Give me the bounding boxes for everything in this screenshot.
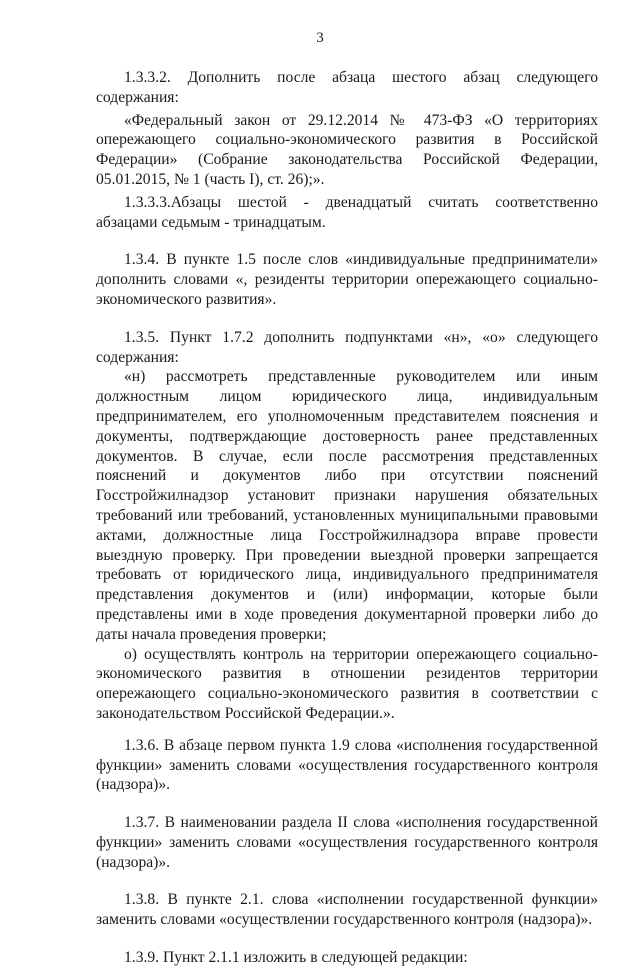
paragraph-1-3-7: 1.3.7. В наименовании раздела II слова «исполнения государственной функции» заменить словами «осуществления государственного контроля (надзора)». — [96, 814, 598, 871]
paragraph-subitem-o: о) осуществлять контроль на территории опережающего социально-экономического развития в отношении резидентов территории опережающего социально-экономического развития в соответствии с законодательством Российской Федерации.». — [96, 645, 598, 722]
page-number: 3 — [316, 30, 324, 46]
paragraph-federal-law-quote: «Федеральный закон от 29.12.2014 № 473-ФЗ «О территориях опережающего социально-экономического развития в Российской Федерации» (Собрание законодательства Российской Федерации, 05.01.2015, № 1 (часть I), ст. 26);». — [96, 111, 598, 188]
paragraph-1-3-5: 1.3.5. Пункт 1.7.2 дополнить подпунктами «н», «о» следующего содержания: — [96, 328, 598, 366]
paragraph-1-3-4: 1.3.4. В пункте 1.5 после слов «индивидуальные предприниматели» дополнить словами «, резиденты территории опережающего социально-экономического развития». — [96, 251, 598, 308]
paragraph-1-3-3-3: 1.3.3.3.Абзацы шестой - двенадцатый считать соответственно абзацами седьмым - тринадцатым. — [96, 193, 598, 231]
paragraph-subitem-n: «н) рассмотреть представленные руководителем или иным должностным лицом юридического лица, индивидуальным предпринимателем, его уполномоченным представителем пояснения и документы, подтверждающие достоверность ранее представленных документов. В случае, если после рассмотрения представленных пояснений и документов либо при отсутствии пояснений Госстройжилнадзор установит признаки нарушения обязательных требований или требований, установленных муниципальными правовыми актами, должностные лица Госстройжилнадзора вправе провести выездную проверку. При проведении выездной проверки запрещается требовать от юридического лица, индивидуального предпринимателя представления документов и (или) информации, которые были представлены ими в ходе проведения документарной проверки либо до даты начала проведения проверки; — [96, 368, 598, 643]
paragraph-1-3-6: 1.3.6. В абзаце первом пункта 1.9 слова «исполнения государственной функции» заменить словами «осуществления государственного контроля (надзора)». — [96, 736, 598, 794]
document-body — [96, 68, 598, 968]
paragraph-1-3-9: 1.3.9. Пункт 2.1.1 изложить в следующей редакции: — [124, 949, 468, 967]
paragraph-1-3-3-2: 1.3.3.2. Дополнить после абзаца шестого абзац следующего содержания: — [96, 69, 598, 106]
paragraph-1-3-8: 1.3.8. В пункте 2.1. слова «исполнении государственной функции» заменить словами «осуществлении государственного контроля (надзора)». — [96, 891, 598, 929]
